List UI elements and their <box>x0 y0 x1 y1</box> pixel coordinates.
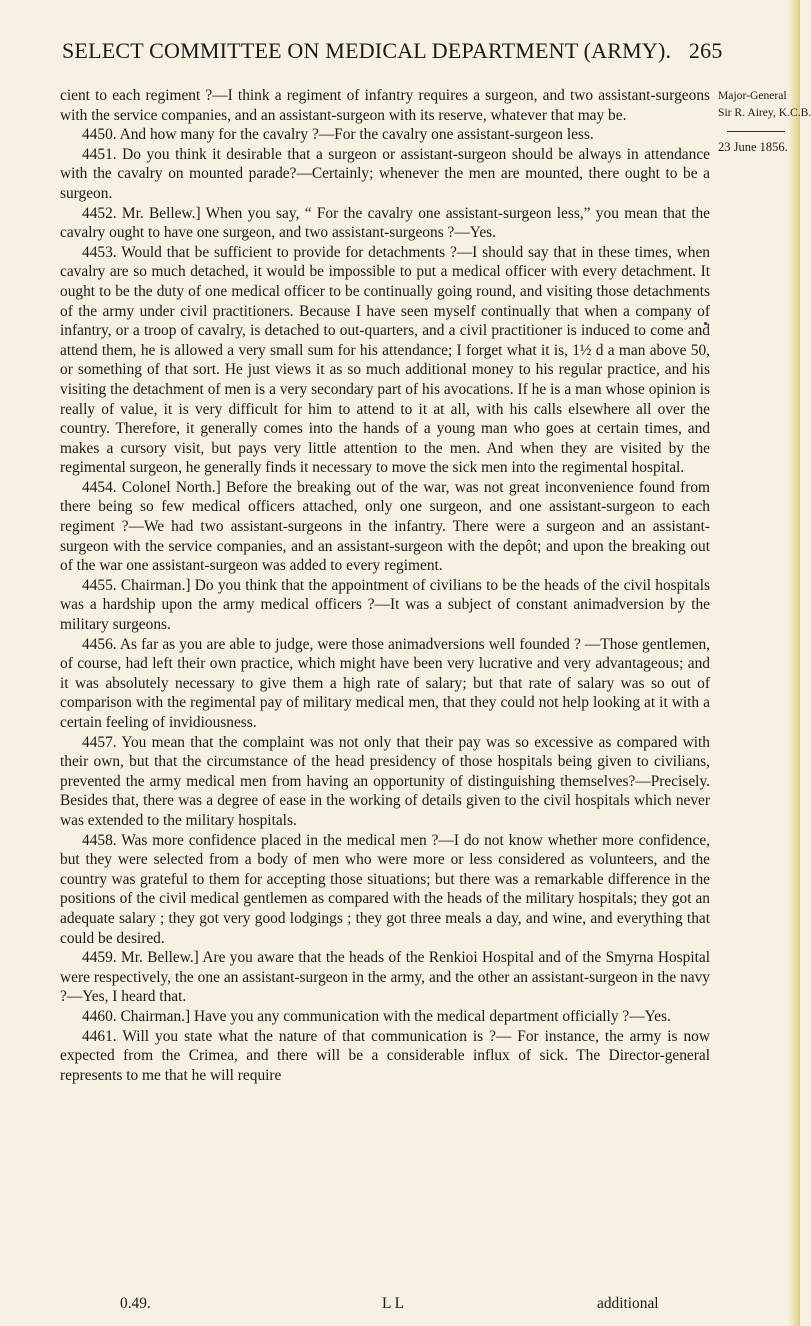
running-header <box>62 38 762 64</box>
paragraph: 4451. Do you think it desirable that a surgeon or assistant-surgeon should be always in attendance with the cavalry on mounted parade?—Certainly; whenever the men are mounted, there ought to be a surgeon. <box>60 145 710 202</box>
paragraph: 4458. Was more confidence placed in the medical men ?—I do not know whether more confidence, but they were selected from a body of men who were more or less considered as volunteers, and the country was grateful to them for accepting those situations; but there was a remarkable difference in the positions of the civil medical gentlemen as compared with the heads of the military hospitals; they got an adequate salary ; they got very good lodgings ; they got three meals a day, and wine, and everything that could be desired. <box>60 831 710 947</box>
paragraph: 4461. Will you state what the nature of that communication is ?— For instance, the army is now expected from the Crimea, and there will be a considerable influx of sick. The Director-general represents to me that he will require <box>60 1027 710 1084</box>
footer-signature: 0.49. <box>120 1295 151 1312</box>
page-edge-shading <box>788 0 800 1326</box>
footer-catchword: additional <box>597 1295 659 1312</box>
paragraph: 4455. Chairman.] Do you think that the appointment of civilians to be the heads of the civil hospitals was a hardship upon the army medical officers ?—It was a subject of constant animadversion by the military surgeons. <box>60 576 710 634</box>
margin-date: 23 June 1856. <box>718 140 788 154</box>
margin-witness-name: Sir R. Airey, K.C.B. <box>718 106 811 119</box>
margin-rule <box>727 131 785 132</box>
paragraph: 4460. Chairman.] Have you any communication with the medical department officially ?—Yes. <box>82 1007 671 1025</box>
paragraph: 4459. Mr. Bellew.] Are you aware that the heads of the Renkioi Hospital and of the Smyrna Hospital were respectively, the one an assistant-surgeon in the army, and the other an assistant-surgeon in the navy ?—Yes, I heard that. <box>60 949 710 1006</box>
paragraph: 4457. You mean that the complaint was not only that their pay was so excessive as compared with their own, but that the circumstance of the head presidency of those hospitals being given to civilians, prevented the army medical men from having an opportunity of distinguishing themselves?—Precisely. Besides that, there was a degree of ease in the working of details given to the civil hospitals which never was extended to the military hospitals. <box>60 733 710 829</box>
paragraph: 4452. Mr. Bellew.] When you say, “ For the cavalry one assistant-surgeon less,” you mean that the cavalry ought to have one surgeon, and two assistant-surgeons ?—Yes. <box>60 204 710 242</box>
footer-sheet-mark: L L <box>382 1295 405 1312</box>
paragraph: cient to each regiment ?—I think a regiment of infantry requires a surgeon, and two assistant-surgeons with the service companies, and an assistant-surgeon with its reserve, whatever that may be. <box>60 87 710 124</box>
paragraph: 4450. And how many for the cavalry ?—For the cavalry one assistant-surgeon less. <box>82 126 594 144</box>
paragraph: 4453. Would that be sufficient to provide for detachments ?—I should say that in these times, when cavalry are so much detached, it would be impossible to put a medical officer with every detachment. It ought to be the duty of one medical officer to be continually going round, and visiting those detachments of the army under civil practitioners. Because I have seen myself continually that when a company of infantry, or a troop of cavalry, is detached to out-quarters, and a civil practitioner is induced to come and attend them, he is allowed a very small sum for his attendance; I forget what it is, 1½ d a man above 50, or something of that sort. He just views it as so much additional money to his regular practice, and his visiting the detachment of men is a very secondary part of his avocations. If he is a man whose opinion is really of value, it is very difficult for him to attend to it at all, with his calls elsewhere all over the country. Therefore, it generally comes into the hands of a young man who goes at certain times, and makes a cursory visit, but pays very little attention to the men. And when they are visited by the regimental surgeon, he generally finds it necessary to move the sick men into the regimental hospital. <box>60 243 710 477</box>
header-title: SELECT COMMITTEE ON MEDICAL DEPARTMENT (ARMY). <box>62 38 672 63</box>
paragraph: 4456. As far as you are able to judge, were those animadversions well founded ? —Those gentlemen, of course, had left their own practice, which might have been very lucrative and very advantageous; and it was absolutely necessary to give them a high rate of salary; but that rate of salary was so out of comparison with the regimental pay of military medical men, that they could not help looking at it with a certain feeling of invidiousness. <box>60 635 710 731</box>
paragraph: 4454. Colonel North.] Before the breaking out of the war, was not great inconvenience found from there being so few medical officers attached, only one surgeon, and one assistant-surgeon to each regiment ?—We had two assistant-surgeons in the infantry. There were a surgeon and an assistant-surgeon with the service companies, and an assistant-surgeon with the depôt; and upon the breaking out of the war one assistant-surgeon was added to every regiment. <box>60 478 710 575</box>
margin-witness-rank: Major-General <box>718 89 787 102</box>
body-text <box>60 86 710 1085</box>
page-number: 265 <box>688 38 723 63</box>
